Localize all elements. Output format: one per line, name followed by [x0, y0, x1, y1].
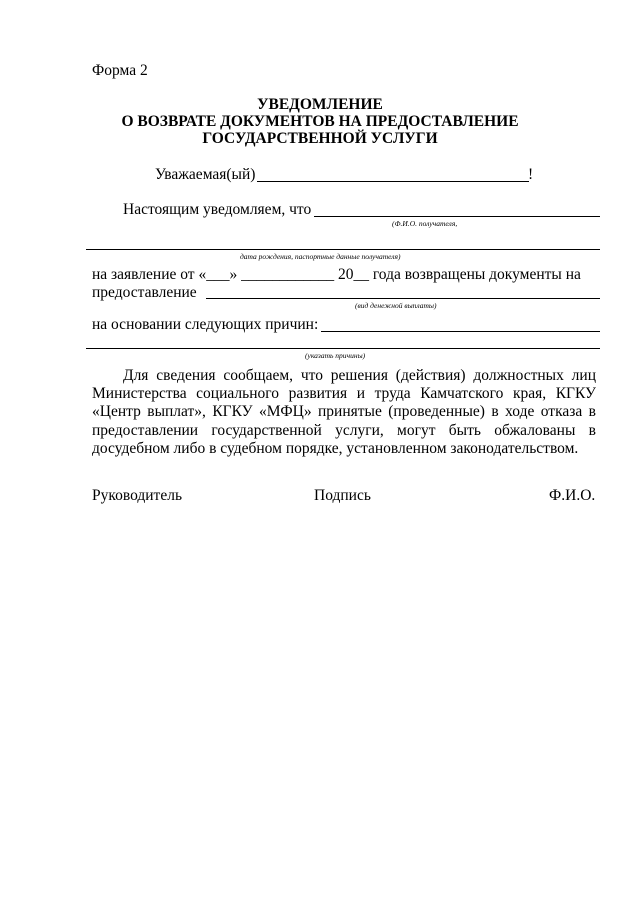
- recipient-name-line[interactable]: [314, 216, 600, 217]
- signature-name: Ф.И.О.: [549, 487, 596, 504]
- signature-sign: Подпись: [314, 487, 371, 504]
- application-line-2: предоставление: [92, 284, 197, 301]
- reasons-line-1[interactable]: [321, 331, 600, 332]
- notice-paragraph: Для сведения сообщаем, что решения (действия) должностных лиц Министерства социального развития и труда Камчатского края, КГКУ «Центр выплат», КГКУ «МФЦ» принятые (проведенные) в ходе отказа в предоставлении государственной услуги, могут быть обжалованы в досудебном либо в судебном порядке, установленном законодательством.: [92, 367, 596, 457]
- reasons-label: на основании следующих причин:: [92, 316, 319, 333]
- signature-head: Руководитель: [92, 487, 183, 504]
- recipient-details-line[interactable]: [86, 249, 600, 250]
- greeting-blank-line[interactable]: [257, 181, 529, 182]
- application-line-1: на заявление от «___» ____________ 20__ года возвращены документы на: [92, 266, 581, 283]
- title-line-3: ГОСУДАРСТВЕННОЙ УСЛУГИ: [202, 130, 438, 147]
- caption-payment-type: (вид денежной выплаты): [355, 301, 437, 310]
- form-label: Форма 2: [92, 62, 148, 79]
- title-line-1: УВЕДОМЛЕНИЕ: [257, 96, 383, 113]
- reasons-line-2[interactable]: [86, 348, 600, 349]
- title-line-2: О ВОЗВРАТЕ ДОКУМЕНТОВ НА ПРЕДОСТАВЛЕНИЕ: [121, 113, 519, 130]
- greeting-exclamation: !: [528, 166, 534, 183]
- caption-reasons: (указать причины): [305, 351, 366, 360]
- caption-recipient-details: дата рождения, паспортные данные получателя): [240, 252, 401, 261]
- notify-label: Настоящим уведомляем, что: [123, 201, 312, 218]
- payment-type-line[interactable]: [206, 298, 600, 299]
- caption-recipient-name: (Ф.И.О. получателя,: [392, 219, 458, 228]
- greeting-label: Уважаемая(ый): [155, 166, 256, 183]
